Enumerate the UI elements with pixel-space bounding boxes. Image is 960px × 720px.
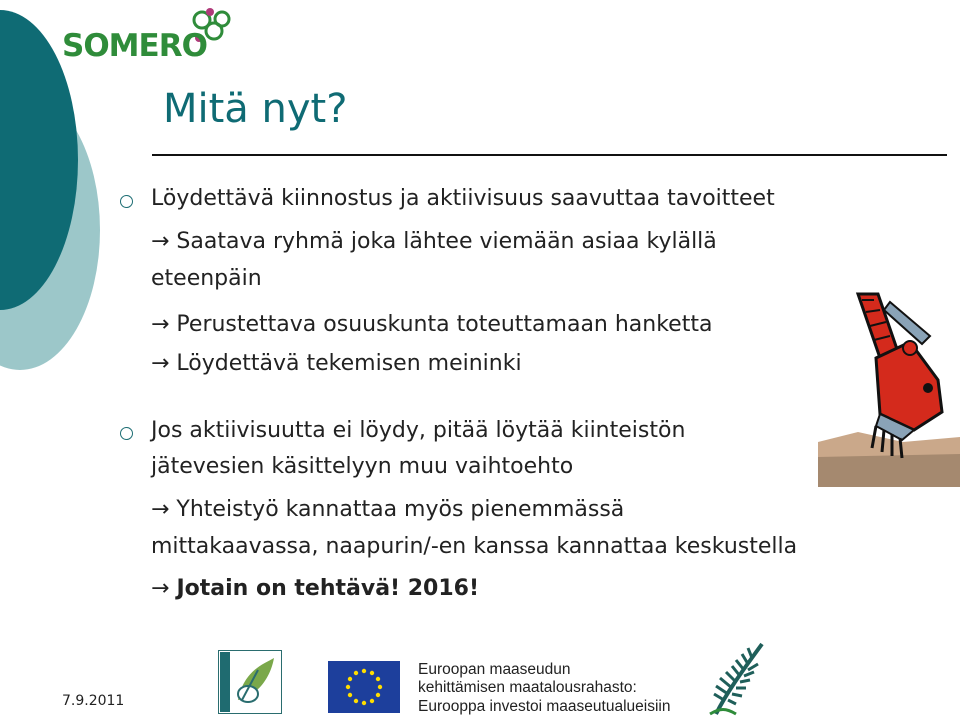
sub-line-1: → Saatava ryhmä joka lähtee viemään asiaa kylällä <box>151 229 717 254</box>
bullet-ring-icon <box>120 195 133 208</box>
bullet-2-text: Jos aktiivisuutta ei löydy, pitää löytää kiinteistön <box>151 418 686 443</box>
footer-date: 7.9.2011 <box>62 693 125 709</box>
slide-title: Mitä nyt? <box>163 86 348 132</box>
sub-line-4: → Yhteistyö kannattaa myös pienemmässä <box>151 497 625 522</box>
eu-fund-line-3: Eurooppa investoi maaseutualueisiin <box>418 697 671 715</box>
emphasis-text: Jotain on tehtävä! 2016! <box>176 576 480 601</box>
sub-line-4-cont: mittakaavassa, naapurin/-en kanssa kannattaa keskustella <box>151 534 798 559</box>
eu-fund-text <box>418 661 670 716</box>
title-divider <box>152 154 947 156</box>
eu-fund-line-2: kehittämisen maatalousrahasto: <box>418 679 637 697</box>
eu-flag-icon <box>328 661 400 713</box>
eu-fund-line-1: Euroopan maaseudun <box>418 661 571 678</box>
sub-line-1-cont: eteenpäin <box>151 266 262 291</box>
sub-line-3: → Löydettävä tekemisen meininki <box>151 351 522 376</box>
bullet-2-text-cont: jätevesien käsittelyyn muu vaihtoehto <box>151 454 574 479</box>
excavator-icon <box>818 292 960 487</box>
arrow-glyph: → <box>151 576 170 601</box>
somero-logo-text: SOMERO <box>62 28 207 64</box>
sub-line-5 <box>151 576 479 602</box>
leader-logo-icon <box>218 650 282 714</box>
sub-line-2: → Perustettava osuuskunta toteuttamaan hanketta <box>151 312 713 337</box>
fern-logo-icon <box>706 638 770 718</box>
bullet-ring-icon <box>120 427 133 440</box>
bullet-1-text: Löydettävä kiinnostus ja aktiivisuus saavuttaa tavoitteet <box>151 186 775 211</box>
